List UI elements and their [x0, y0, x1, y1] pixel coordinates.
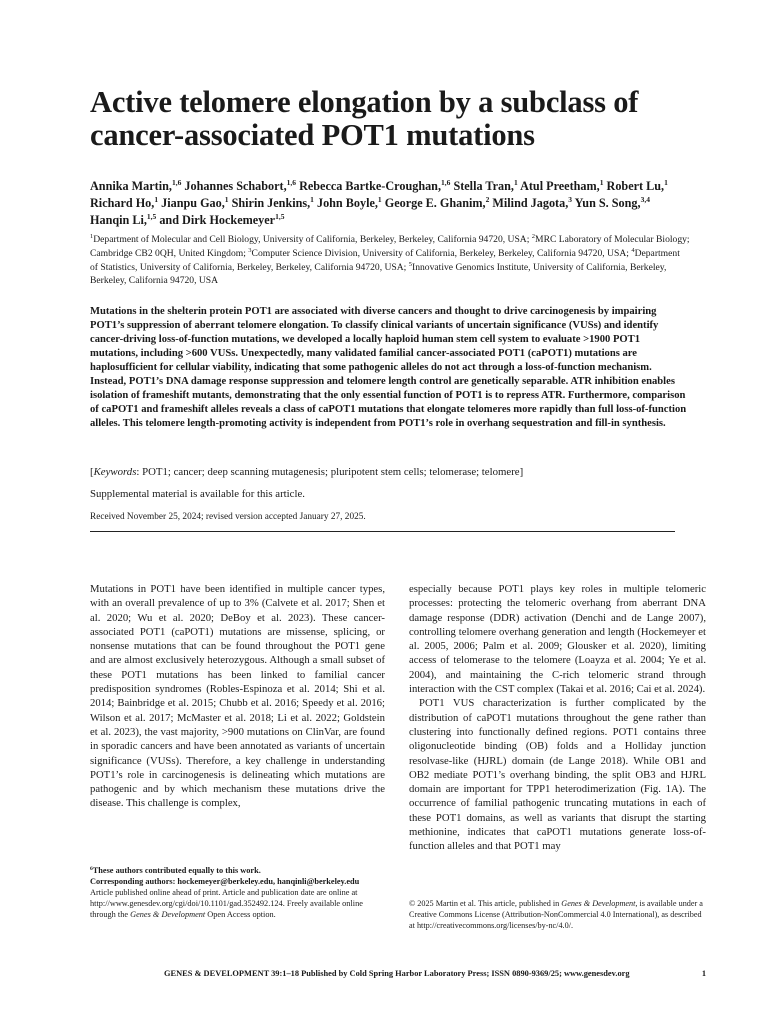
author-name: Hanqin Li, [90, 213, 147, 227]
article-title: Active telomere elongation by a subclass of cancer-associated POT1 mutations [90, 85, 639, 152]
author-affiliation-marker: 1,6 [286, 178, 297, 187]
author-affiliation-marker: 1 [224, 195, 229, 204]
author-affiliation-marker: 1 [599, 178, 604, 187]
body-paragraph: Mutations in POT1 have been identified in multiple cancer types, with an overall prevalence of up to 3% (Calvete et al. 2017; Shen et al. 2020; Wu et al. 2020; DeBoy et al. 2023). These cancer-associated POT1 (caPOT1) mutations are missense, splicing, or nonsense mutations that can be found throughout the POT1 gene and are almost exclusively heterozygous. Although a small subset of these POT1 mutations has been linked to familial cancer predisposition syndromes (Robles-Espinoza et al. 2014; Shi et al. 2014; Bainbridge et al. 2015; Chubb et al. 2016; Speedy et al. 2016; Wilson et al. 2017; McMaster et al. 2018; Li et al. 2022; Goldstein et al. 2023), the vast majority, >900 mutations on ClinVar, are found in sporadic cancers and have been annotated as variants of uncertain significance (VUSs). Therefore, a key challenge in understanding POT1’s role in carcinogenesis is delineating which mutations are pathogenic and by which mechanism these mutations drive the disease. This challenge is complex, [90, 583, 385, 810]
body-column-left [90, 582, 385, 811]
affiliation-marker: 4 [631, 246, 635, 254]
author-affiliation-marker: 3,4 [640, 195, 650, 204]
affiliation-text: Department of Statistics, University of California, Berkeley, Berkeley, California 94720, USA; [90, 247, 680, 273]
corresponding-authors: Corresponding authors: hockemeyer@berkeley.edu, hanqinli@berkeley.edu [90, 877, 360, 886]
author-affiliation-marker: 1,6 [441, 178, 451, 187]
author-affiliation-marker: 1,5 [146, 212, 157, 221]
keywords-label: Keywords [93, 466, 137, 478]
affiliations [90, 233, 690, 288]
author-name: and Dirk Hockemeyer [159, 213, 276, 227]
author-affiliation-marker: 1,6 [171, 178, 182, 187]
author-affiliation-marker: 1 [310, 195, 314, 204]
author-name: Atul Preetham, [520, 179, 600, 193]
license-note: © 2025 Martin et al. This article, published in Genes & Development, is available under a Creative Commons License (Attribution-NonCommercial 4.0 International), as described at http://creativecommons.org/licenses/by-nc/4.0/. [409, 899, 703, 930]
keywords: [Keywords: POT1; cancer; deep scanning mutagenesis; pluripotent stem cells; telomerase; telomere] [90, 466, 524, 478]
affiliation-marker: 2 [531, 233, 536, 240]
author-name: John Boyle, [316, 196, 378, 210]
author-name: Johannes Schabort, [184, 179, 287, 193]
author-name: Jianpu Gao, [161, 196, 225, 210]
abstract: Mutations in the shelterin protein POT1 are associated with diverse cancers and thought to drive carcinogenesis by impairing POT1’s suppression of aberrant telomere elongation. To classify clinical variants of uncertain significance (VUSs) and identify cancer-driving loss-of-function mutations, we developed a locally haploid human stem cell system to evaluate >1900 POT1 mutations, including >600 VUSs. Unexpectedly, many validated familial cancer-associated POT1 (caPOT1) mutations are haplosufficient for cellular viability, indicating that some pathogenic alleles do not act through a loss-of-function mechanism. Instead, POT1’s DNA damage response suppression and telomere length control are genetically separable. ATR inhibition enables isolation of frameshift mutants, demonstrating that the only essential function of POT1 is to repress ATR. Furthermore, comparison of caPOT1 and frameshift alleles reveals a class of caPOT1 mutations that elongate telomeres more rapidly than full loss-of-function alleles. This telomere length-promoting activity is independent from POT1’s role in overhang sequestration and fill-in synthesis. [90, 306, 687, 429]
author-affiliation-marker: 1 [513, 178, 518, 187]
author-affiliation-marker: 1 [664, 178, 668, 187]
footnote-marker: 6 [90, 866, 93, 872]
author-name: Richard Ho, [90, 196, 155, 210]
body-column-right [409, 582, 706, 854]
affiliation-marker: 3 [248, 246, 252, 254]
author-name: Annika Martin, [90, 179, 172, 193]
author-name: Milind Jagota, [492, 196, 569, 210]
author-name: George E. Ghanim, [384, 196, 486, 210]
affiliation-marker: 1 [90, 233, 94, 240]
publication-info: GENES & DEVELOPMENT 39:1–18 Published by Cold Spring Harbor Laboratory Press; ISSN 0890-9369/25; www.genesdev.org [164, 969, 630, 978]
author-list [90, 178, 690, 229]
author-affiliation-marker: 1 [377, 195, 382, 204]
page-number: 1 [701, 969, 706, 978]
affiliation-text: MRC Laboratory of Molecular Biology; Cambridge CB2 0QH, United Kingdom; [90, 234, 690, 259]
body-paragraph: POT1 VUS characterization is further complicated by the distribution of caPOT1 mutations throughout the gene rather than clustering into functionally defined regions. POT1 contains three oligonucleotide binding (OB) folds and a Holliday junction resolvase-like (HJRL) domain (de Lange 2018). While OB1 and OB2 mediate POT1’s overhang binding, the split OB3 and HJRL domain are important for TPP1 heterodimerization (Fig. 1A). The occurrence of familial pathogenic truncating mutations in each of these POT1 domains, as well as variants that disrupt the starting methionine, indicates that caPOT1 mutations generate loss-of-function alleles and that POT1 may [409, 697, 706, 853]
author-name: Shirin Jenkins, [231, 196, 311, 210]
equal-contribution-note: $^6$These authors contributed equally to this work. [90, 866, 261, 875]
footnotes [90, 865, 385, 920]
author-name: Rebecca Bartke-Croughan, [299, 179, 442, 193]
author-affiliation-marker: 2 [485, 195, 490, 204]
body-paragraph: especially because POT1 plays key roles in multiple telomeric processes: protecting the telomeric overhang from aberrant DNA damage response (DDR) activation (Denchi and de Lange 2007), controlling telomere overhang generation and length (Hockemeyer et al. 2005, 2006; Palm et al. 2009; Glousker et al. 2020), limiting access of telomerase to the telomere (Loayza et al. 2004; Ye et al. 2004), and maintaining the C-rich telomeric strand through interaction with the CST complex (Takai et al. 2016; Cai et al. 2024). [409, 583, 706, 696]
affiliation-text: Computer Science Division, University of California, Berkeley, Berkeley, California 94720, USA; [251, 247, 629, 259]
author-affiliation-marker: 1 [154, 195, 159, 204]
author-name: Stella Tran, [453, 179, 514, 193]
journal-name: Genes & Development [130, 910, 206, 919]
affiliation-marker: 5 [408, 260, 413, 268]
keywords-text: POT1; cancer; deep scanning mutagenesis; pluripotent stem cells; telomerase; telomere [142, 466, 520, 478]
section-divider [90, 531, 675, 532]
author-affiliation-marker: 3 [568, 195, 572, 204]
affiliation-text: Innovative Genomics Institute, University of California, Berkeley, Berkeley, California 94720, USA [90, 261, 667, 287]
journal-name: Genes & Development [561, 899, 636, 908]
received-dates: Received November 25, 2024; revised version accepted January 27, 2025. [90, 512, 366, 522]
author-affiliation-marker: 1,5 [275, 212, 285, 221]
affiliation-text: Department of Molecular and Cell Biology, University of California, Berkeley, Berkeley, California 94720, USA; [93, 234, 530, 245]
online-publication-note: Article published online ahead of print. Article and publication date are online at http://www.genesdev.org/cgi/doi/10.1101/gad.352492.124. Freely available online through the Genes & Development Open Access option. [90, 888, 363, 919]
author-name: Robert Lu, [606, 179, 665, 193]
author-name: Yun S. Song, [574, 196, 641, 210]
supplemental-note: Supplemental material is available for this article. [90, 488, 305, 500]
